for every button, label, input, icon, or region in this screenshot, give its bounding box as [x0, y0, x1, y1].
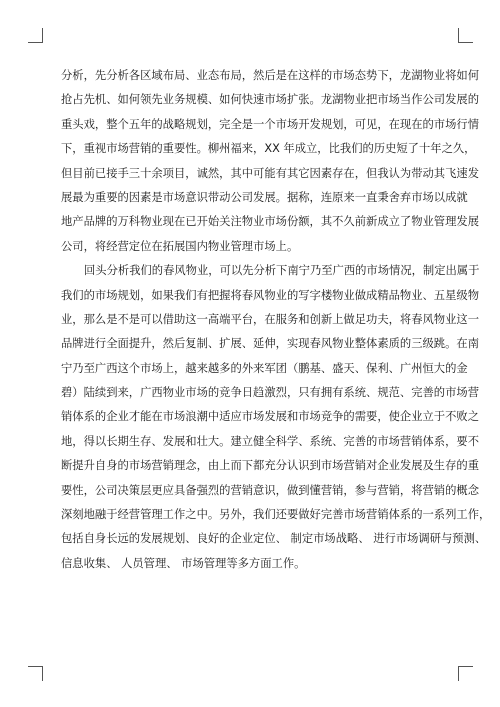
text-line: 分析，先分析各区域布局、业态布局，然后是在这样的市场态势下，龙湖物业将如何	[61, 69, 479, 82]
text-line: 品牌进行全面提升，然后复制、扩展、延伸，实现春风物业整体素质的三级跳。在南	[61, 337, 479, 351]
text-line: 重头戏，整个五年的战略规划，完全是一个市场开发规划，可见，在现在的市场行情	[61, 117, 479, 131]
text-line: 业，那么是不是可以借助这一高端平台，在服务和创新上做足功夫，将春风物业这一	[61, 312, 479, 326]
crop-mark-top-left	[28, 28, 43, 43]
paragraph-2	[61, 259, 491, 576]
text-line: 地，得以长期生存、发展和壮大。建立健全科学、系统、完善的市场营销体系，要不	[61, 434, 479, 448]
document-body	[61, 64, 491, 576]
crop-mark-bottom-left	[28, 666, 43, 681]
text-line: 要性，公司决策层更应具备强烈的营销意识，做到懂营销，参与营销，将营销的概念	[61, 483, 479, 497]
text-line: 深刻地融于经营管理工作之中。另外，我们还要做好完善市场营销体系的一系列工作，	[61, 508, 491, 522]
text-line: 地产品牌的万科物业现在已开始关注物业市场份额，其不久前新成立了物业管理发展	[61, 215, 479, 229]
text-line: 抢占先机、如何领先业务规模、如何快速市场扩张。龙湖物业把市场当作公司发展的	[61, 93, 479, 107]
text-line: 我们的市场规划，如果我们有把握将春风物业的写字楼物业做成精品物业、五星级物	[61, 288, 479, 302]
text-line: 但目前已接手三十余项目，诚然，其中可能有其它因素存在，但我认为带动其飞速发	[61, 166, 479, 180]
text-line: 断提升自身的市场营销理念，由上而下都充分认识到市场营销对企业发展及生存的重	[61, 459, 479, 473]
text-line: 碧）陆续到来，广西物业市场的竞争日趋激烈，只有拥有系统、规范、完善的市场营	[61, 386, 479, 400]
text-line: 公司，将经营定位在拓展国内物业管理市场上。	[61, 239, 299, 253]
text-line: 宁乃至广西这个市场上，越来越多的外来军团（鹏基、盛天、保利、广州恒大的金	[61, 361, 468, 375]
text-line: 销体系的企业才能在市场浪潮中适应市场发展和市场竞争的需要，使企业立于不败之	[61, 410, 479, 424]
crop-mark-top-right	[458, 28, 473, 43]
paragraph-1	[61, 64, 479, 259]
text-line: 回头分析我们的春风物业，可以先分析下南宁乃至广西的市场情况，制定出属于	[84, 264, 480, 278]
crop-mark-bottom-right	[458, 666, 473, 681]
text-line: 包括自身长远的发展规划、良好的企业定位、 制定市场战略、 进行市场调研与预测、	[61, 532, 487, 546]
text-line: 下，重视市场营销的重要性。柳州福来，XX 年成立，比我们的历史短了十年之久，	[61, 142, 476, 156]
text-line: 信息收集、 人员管理、 市场管理等多方面工作。	[61, 556, 306, 570]
text-line: 展最为重要的因素是市场意识带动公司发展。据称，连原来一直秉舍弃市场以成就	[61, 190, 468, 204]
